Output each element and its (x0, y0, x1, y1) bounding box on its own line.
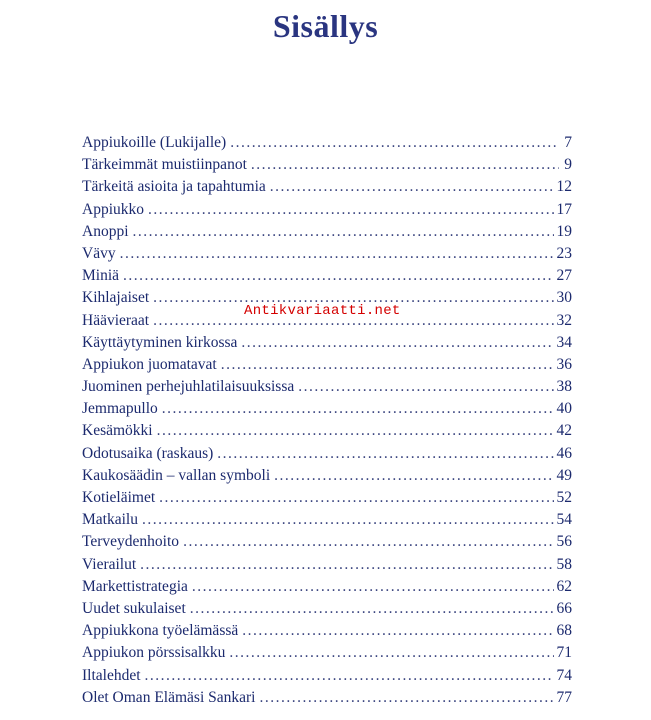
toc-entry-page: 46 (556, 444, 572, 462)
toc-entry (82, 445, 572, 467)
toc-entry (82, 134, 572, 156)
toc-entry-page: 71 (556, 644, 572, 662)
toc-entry-label: Iltalehdet (82, 666, 141, 684)
toc-entry (82, 201, 572, 223)
toc-entry (82, 422, 572, 444)
toc-entry-page: 34 (556, 333, 572, 351)
dot-leader (242, 622, 553, 640)
toc-entry (82, 689, 572, 711)
dot-leader (148, 201, 554, 219)
toc-entry (82, 644, 572, 666)
toc-entry-page: 12 (556, 178, 572, 196)
dot-leader (157, 422, 554, 440)
toc-entry-label: Kaukosäädin – vallan symboli (82, 466, 271, 484)
toc-entry-label: Olet Oman Elämäsi Sankari (82, 688, 256, 706)
toc-entry-label: Appiukko (82, 200, 144, 218)
toc-entry-label: Uudet sukulaiset (82, 599, 186, 617)
toc-entry-page: 66 (556, 599, 572, 617)
toc-entry-label: Appiukon pörssisalkku (82, 644, 226, 662)
toc-entry (82, 467, 572, 489)
toc-entry (82, 245, 572, 267)
toc-entry-label: Anoppi (82, 222, 129, 240)
toc-entry (82, 622, 572, 644)
toc-entry-label: Terveydenhoito (82, 533, 180, 551)
toc-entry (82, 378, 572, 400)
dot-leader (190, 600, 554, 618)
toc-entry (82, 556, 572, 578)
toc-entry-label: Juominen perhejuhlatilaisuuksissa (82, 378, 295, 396)
dot-leader (142, 511, 554, 529)
toc-entry-label: Käyttäytyminen kirkossa (82, 333, 238, 351)
dot-leader (133, 223, 554, 241)
toc-entry-label: Vävy (82, 244, 116, 262)
dot-leader (162, 400, 554, 418)
toc-entry (82, 178, 572, 200)
toc-entry-label: Häävieraat (82, 311, 150, 329)
toc-entry (82, 223, 572, 245)
dot-leader (183, 533, 553, 551)
toc-entry (82, 156, 572, 178)
dot-leader (145, 667, 554, 685)
toc-entry-page: 32 (556, 311, 572, 329)
toc-entry-page: 27 (556, 267, 572, 285)
toc-entry-label: Miniä (82, 267, 120, 285)
toc-entry-page: 23 (556, 244, 572, 262)
toc-entry-label: Kihlajaiset (82, 289, 150, 307)
dot-leader (123, 267, 553, 285)
toc-entry-page: 36 (556, 355, 572, 373)
dot-leader (298, 378, 553, 396)
watermark-text: Antikvariaatti.net (244, 303, 401, 319)
toc-entry (82, 356, 572, 378)
toc-entry-label: Odotusaika (raskaus) (82, 444, 214, 462)
dot-leader (217, 445, 553, 463)
dot-leader (241, 334, 553, 352)
toc-entry (82, 578, 572, 600)
toc-entry-page: 62 (556, 577, 572, 595)
toc-entry-page: 68 (556, 622, 572, 640)
dot-leader (270, 178, 554, 196)
toc-entry-page: 30 (556, 289, 572, 307)
toc-entry-label: Tärkeitä asioita ja tapahtumia (82, 178, 266, 196)
toc-entry-label: Kotieläimet (82, 489, 156, 506)
toc-entry-label: Matkailu (82, 511, 138, 529)
dot-leader (259, 689, 553, 707)
dot-leader (221, 356, 554, 374)
page-title: Sisällys (272, 8, 379, 44)
toc-entry-page: 40 (556, 400, 572, 418)
toc-entry-label: Tärkeimmät muistiinpanot (82, 156, 247, 174)
toc-entry (82, 334, 572, 356)
dot-leader (274, 467, 553, 485)
dot-leader (159, 489, 553, 507)
toc-entry-label: Markettistrategia (82, 577, 188, 595)
toc-entry-page: 54 (556, 511, 572, 529)
toc-entry-page: 56 (556, 533, 572, 551)
toc-entry-label: Appiukoille (Lukijalle) (82, 134, 227, 151)
toc-entry-label: Appiukkona työelämässä (82, 622, 239, 640)
toc-entry (82, 267, 572, 289)
toc-entry-page: 58 (556, 555, 572, 573)
toc-entry (82, 400, 572, 422)
toc-entry (82, 667, 572, 689)
toc-entry-page: 77 (556, 688, 572, 706)
toc-entry-page: 19 (556, 222, 572, 240)
toc-entry-page: 74 (556, 666, 572, 684)
toc-entry (82, 489, 572, 511)
dot-leader (229, 644, 553, 662)
toc-entry-label: Vierailut (82, 555, 137, 573)
dot-leader (192, 578, 554, 596)
toc-entry (82, 600, 572, 622)
toc-entry-page: 17 (556, 200, 572, 218)
toc-entry-page: 52 (556, 489, 572, 506)
toc-entry-page: 49 (556, 466, 572, 484)
dot-leader (140, 556, 553, 574)
dot-leader (120, 245, 554, 263)
toc-entry (82, 511, 572, 533)
toc-entry-page: 7 (564, 134, 572, 151)
dot-leader (251, 156, 559, 174)
toc-entry-page: 9 (564, 156, 572, 174)
toc-entry-page: 38 (556, 378, 572, 396)
toc-entry-label: Jemmapullo (82, 400, 158, 418)
table-of-contents (82, 134, 572, 711)
dot-leader (230, 134, 559, 152)
toc-entry-label: Kesämökki (82, 422, 153, 440)
toc-entry (82, 533, 572, 555)
toc-entry-label: Appiukon juomatavat (82, 355, 217, 373)
toc-entry-page: 42 (556, 422, 572, 440)
